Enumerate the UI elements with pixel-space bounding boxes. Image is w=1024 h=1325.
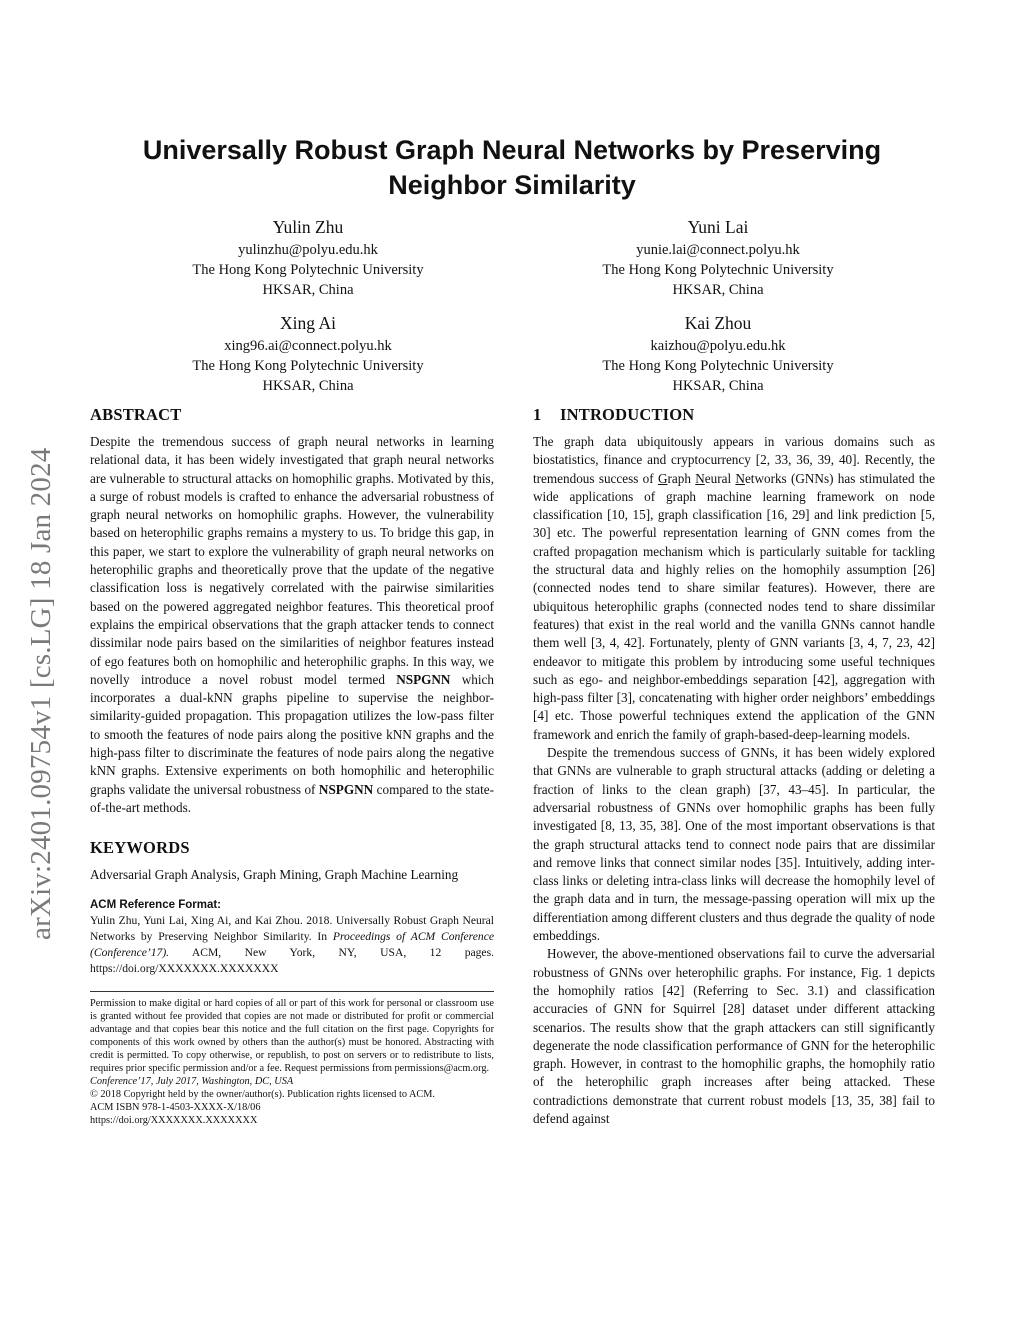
- section-number: 1: [533, 405, 542, 424]
- intro-paragraph-1: [533, 433, 935, 744]
- acronym-rest: eural: [704, 470, 736, 486]
- intro-paragraph-3: However, the above-mentioned observations fail to curve the adversarial robustness of GNNs over heterophilic graphs. For instance, Fig. 1 depicts the homophily ratios [42] (Referring to Sec. 3.1) and classification accuracies of GNN for Squirrel [28] dataset under different attacking scenarios. The results show that the graph attackers can still significantly degenerate the node classification performance of GNN for the heterophilic graph. However, in contrast to the homophilic graphs, the homophily ratio of the heterophilic graph increases after being attacked. These contradictions demonstrate that current robust models [13, 35, 38] fail to defend against: [533, 946, 935, 1126]
- author-location: HKSAR, China: [672, 282, 764, 298]
- author-affiliation: The Hong Kong Polytechnic University: [192, 262, 424, 278]
- abstract-text: [90, 433, 494, 817]
- footnote-divider: [90, 991, 494, 992]
- author-email[interactable]: kaizhou@polyu.edu.hk: [650, 338, 786, 354]
- author-affiliation: The Hong Kong Polytechnic University: [602, 358, 834, 374]
- introduction-heading: [533, 400, 935, 430]
- author-block: [118, 310, 498, 396]
- author-name: Xing Ai: [280, 313, 336, 333]
- acm-reference-venue: Proceedings of ACM Conference (Conference’17).: [90, 929, 494, 959]
- copyright-line: © 2018 Copyright held by the owner/author(s). Publication rights licensed to ACM.: [90, 1088, 436, 1100]
- acronym-letter: N: [735, 470, 745, 486]
- acm-reference-part: ACM, New York, NY, USA, 12 pages. https://doi.org/XXXXXXX.XXXXXXX: [90, 945, 494, 976]
- author-block: [528, 310, 908, 396]
- keywords-heading: KEYWORDS: [90, 838, 190, 858]
- author-affiliation: The Hong Kong Polytechnic University: [192, 358, 424, 374]
- model-name: NSPGNN: [318, 781, 374, 797]
- title-line-1: Universally Robust Graph Neural Networks by Preserving: [142, 135, 882, 165]
- acm-reference-text: [90, 913, 494, 978]
- left-column: [90, 400, 494, 1127]
- doi-link[interactable]: https://doi.org/XXXXXXX.XXXXXXX: [90, 1114, 258, 1126]
- right-column: [533, 400, 935, 1128]
- permission-notice: Permission to make digital or hard copies of all or part of this work for personal or classroom use is granted without fee provided that copies are not made or distributed for profit or commercial advantage and that copies bear this notice and the full citation on the first page. Copyrights for components of this work owned by others than the author(s) must be honored. Abstracting with credit is permitted. To copy otherwise, or republish, to post on servers or to redistribute to lists, requires prior specific permission and/or a fee. Request permissions from permissions@acm.org.: [90, 998, 494, 1074]
- intro-paragraph-2: Despite the tremendous success of GNNs, it has been widely explored that GNNs are vulnerable to graph structural attacks (adding or deleting a fraction of links to the clean graph) [37, 43–45]. In particular, the adversarial robustness of GNNs over homophilic graphs has been fully investigated [8, 13, 35, 38]. One of the most important observations is that the graph structural attacks tend to connect node pairs that are dissimilar and remove links that connect similar nodes [35]. Intuitively, adding inter-class links or deleting intra-class links will decrease the homophily level of the graph data and in turn, the message-passing operation will mix up the differentiation among different clusters and thus degrade the quality of node embeddings.: [533, 745, 935, 944]
- keywords-text: Adversarial Graph Analysis, Graph Mining, Graph Machine Learning: [90, 867, 459, 883]
- acronym-letter: G: [657, 470, 668, 486]
- author-name: Yuni Lai: [687, 217, 749, 237]
- abstract-text-part: Despite the tremendous success of graph neural networks in learning relational data, it has been widely investigated that graph neural networks are vulnerable to structural attacks on homophilic graphs. Motivated by this, a surge of robust models is crafted to enhance the adversarial robustness of graph neural networks on homophilic graphs. However, the vulnerability based on heterophilic graphs remains a mystery to us. To bridge this gap, in this paper, we start to explore the vulnerability of graph neural networks on heterophilic graphs and theoretically prove that the update of the negative classification loss is negatively correlated with the pairwise similarities based on the powered aggregated neighbor features. This theoretical proof explains the empirical observations that the graph attacker tends to connect dissimilar node pairs based on the similarities of neighbor features instead of ego features both on homophilic and heterophilic graphs. In this way, we novelly introduce a novel robust model termed: [90, 434, 494, 687]
- author-location: HKSAR, China: [262, 378, 354, 394]
- abstract-text-part: which incorporates a dual-kNN graphs pipeline to supervise the neighbor-similarity-guided propagation. This propagation utilizes the low-pass filter to smooth the features of node pairs along the positive kNN graphs and the high-pass filter to discriminate the features of node pairs along the negative kNN graphs. Extensive experiments on both homophilic and heterophilic graphs validate the universal robustness of: [90, 671, 494, 797]
- paper-title: [90, 133, 934, 203]
- abstract-heading: ABSTRACT: [90, 405, 182, 424]
- isbn-line: ACM ISBN 978-1-4503-XXXX-X/18/06: [90, 1101, 261, 1113]
- author-block: [118, 214, 498, 300]
- author-name: Yulin Zhu: [272, 217, 344, 237]
- conference-line: Conference’17, July 2017, Washington, DC, USA: [90, 1075, 294, 1087]
- author-block: [528, 214, 908, 300]
- intro-text-part: (GNNs) has stimulated the wide applications of graph machine learning framework on node classification [10, 15], graph classification [16, 29] and link prediction [5, 30] etc. The powerful representation learning of GNN comes from the crafted propagation mechanism which is particularly suitable for tackling the structural data and highly relies on the homophily assumption [26] (connected nodes tend to share similar features). However, there are ubiquitous heterophilic graphs (connected nodes tend to share dissimilar features) that exist in the real world and the vanilla GNNs cannot handle them well [3, 4, 42]. Fortunately, plenty of GNN variants [3, 4, 7, 23, 42] endeavor to mitigate this problem by introducing some useful techniques such as ego- and neighbor-embeddings separation [42], aggregation with high-pass filter [3], concatenating with higher order neighbors’ embeddings [4] etc. Those powerful techniques extend the application of the GNN framework and enrich the family of graph-based-deep-learning models.: [533, 470, 935, 742]
- author-name: Kai Zhou: [684, 313, 752, 333]
- author-email[interactable]: yunie.lai@connect.polyu.hk: [636, 242, 800, 258]
- author-affiliation: The Hong Kong Polytechnic University: [602, 262, 834, 278]
- acronym-letter: N: [695, 470, 705, 486]
- model-name: NSPGNN: [396, 671, 451, 687]
- author-email[interactable]: yulinzhu@polyu.edu.hk: [238, 242, 378, 258]
- arxiv-sidebar-id: arXiv:2401.09754v1 [cs.LG] 18 Jan 2024: [25, 447, 57, 940]
- section-title: INTRODUCTION: [560, 405, 695, 424]
- acm-reference-heading: ACM Reference Format:: [90, 898, 221, 911]
- author-location: HKSAR, China: [262, 282, 354, 298]
- intro-text-part: The graph data ubiquitously appears in various domains such as biostatistics, finance and cryptocurrency [2, 33, 36, 39, 40]. Recently, the tremendous success of: [533, 434, 935, 486]
- author-email[interactable]: xing96.ai@connect.polyu.hk: [224, 338, 392, 354]
- acm-reference-part: Yulin Zhu, Yuni Lai, Xing Ai, and Kai Zhou. 2018. Universally Robust Graph Neural Networks by Preserving Neighbor Similarity. In: [90, 913, 494, 943]
- author-location: HKSAR, China: [672, 378, 764, 394]
- acronym-rest: etworks: [744, 470, 787, 486]
- acronym-rest: raph: [667, 470, 696, 486]
- abstract-text-part: compared to the state-of-the-art methods.: [90, 781, 494, 815]
- title-line-2: Neighbor Similarity: [388, 170, 636, 200]
